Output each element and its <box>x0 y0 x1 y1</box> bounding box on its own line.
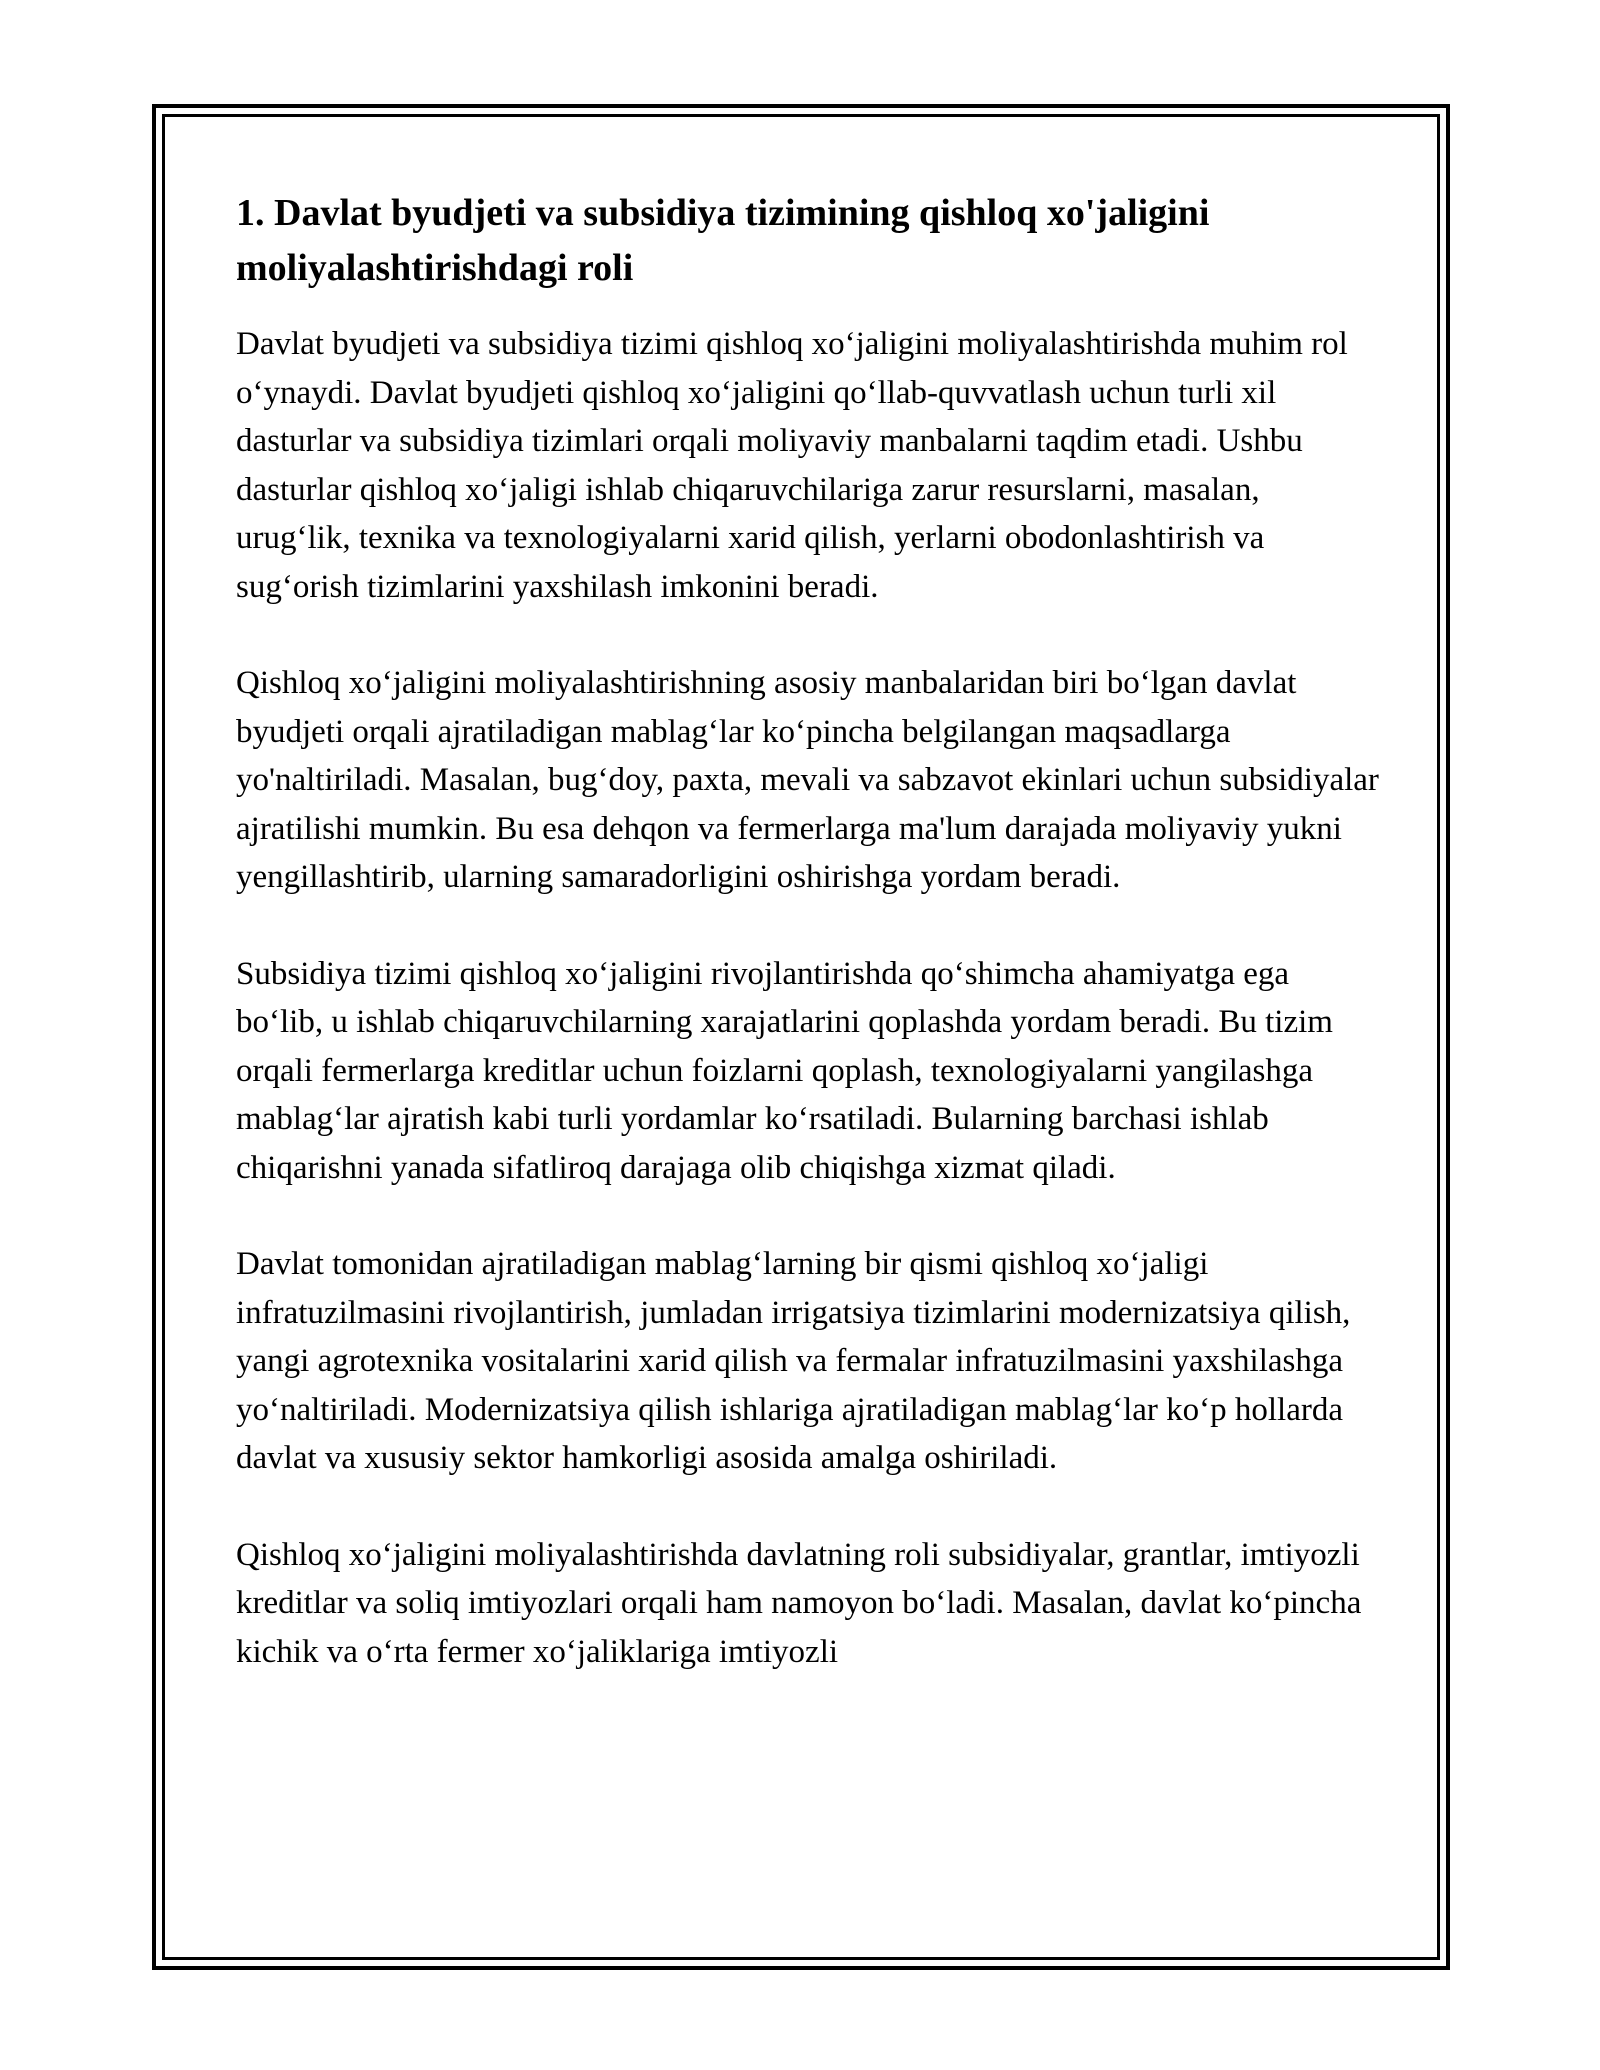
document-body <box>236 186 1380 1724</box>
paragraph-state-role: Qishloq xo‘jaligini moliyalashtirishda davlatning roli subsidiyalar, grantlar, imtiyozli kreditlar va soliq imtiyozlari orqali ham namoyon bo‘ladi. Masalan, davlat ko‘pincha kichik va o‘rta fermer xo‘jaliklariga imtiyozli <box>236 1536 1362 1670</box>
paragraph-subsidy-system: Subsidiya tizimi qishloq xo‘jaligini rivojlantirishda qo‘shimcha ahamiyatga ega bo‘lib, u ishlab chiqaruvchilarning xarajatlarini qoplashda yordam beradi. Bu tizim orqali fermerlarga kreditlar uchun foizlarni qoplash, texnologiyalarni yangilashga mablag‘lar ajratish kabi turli yordamlar ko‘rsatiladi. Bularning barchasi ishlab chiqarishni yanada sifatliroq darajaga olib chiqishga xizmat qiladi. <box>236 955 1333 1186</box>
paragraph-budget-funds: Qishloq xo‘jaligini moliyalashtirishning asosiy manbalaridan biri bo‘lgan davlat byudjeti orqali ajratiladigan mablag‘lar ko‘pincha belgilangan maqsadlarga yo'naltiriladi. Masalan, bug‘doy, paxta, mevali va sabzavot ekinlari uchun subsidiyalar ajratilishi mumkin. Bu esa dehqon va fermerlarga ma'lum darajada moliyaviy yukni yengillashtirib, ularning samaradorligini oshirishga yordam beradi. <box>236 665 1379 895</box>
paragraph-infrastructure: Davlat tomonidan ajratiladigan mablag‘larning bir qismi qishloq xo‘jaligi infratuzilmasini rivojlantirish, jumladan irrigatsiya tizimlarini modernizatsiya qilish, yangi agrotexnika vositalarini xarid qilish va fermalar infratuzilmasini yaxshilashga yo‘naltiriladi. Modernizatsiya qilish ishlariga ajratiladigan mablag‘lar ko‘p hollarda davlat va xususiy sektor hamkorligi asosida amalga oshiriladi. <box>236 1246 1351 1476</box>
paragraph-budget-subsidy-role: Davlat byudjeti va subsidiya tizimi qishloq xo‘jaligini moliyalashtirishda muhim rol o‘ynaydi. Davlat byudjeti qishloq xo‘jaligini qo‘llab-quvvatlash uchun turli xil dasturlar va subsidiya tizimlari orqali moliyaviy manbalarni taqdim etadi. Ushbu dasturlar qishloq xo‘jaligi ishlab chiqaruvchilariga zarur resurslarni, masalan, urug‘lik, texnika va texnologiyalarni xarid qilish, yerlarni obodonlashtirish va sug‘orish tizimlarini yaxshilash imkonini beradi. <box>236 326 1348 605</box>
section-heading: 1. Davlat byudjeti va subsidiya tizimining qishloq xo'jaligini moliyalashtirishdagi roli <box>236 192 1210 289</box>
